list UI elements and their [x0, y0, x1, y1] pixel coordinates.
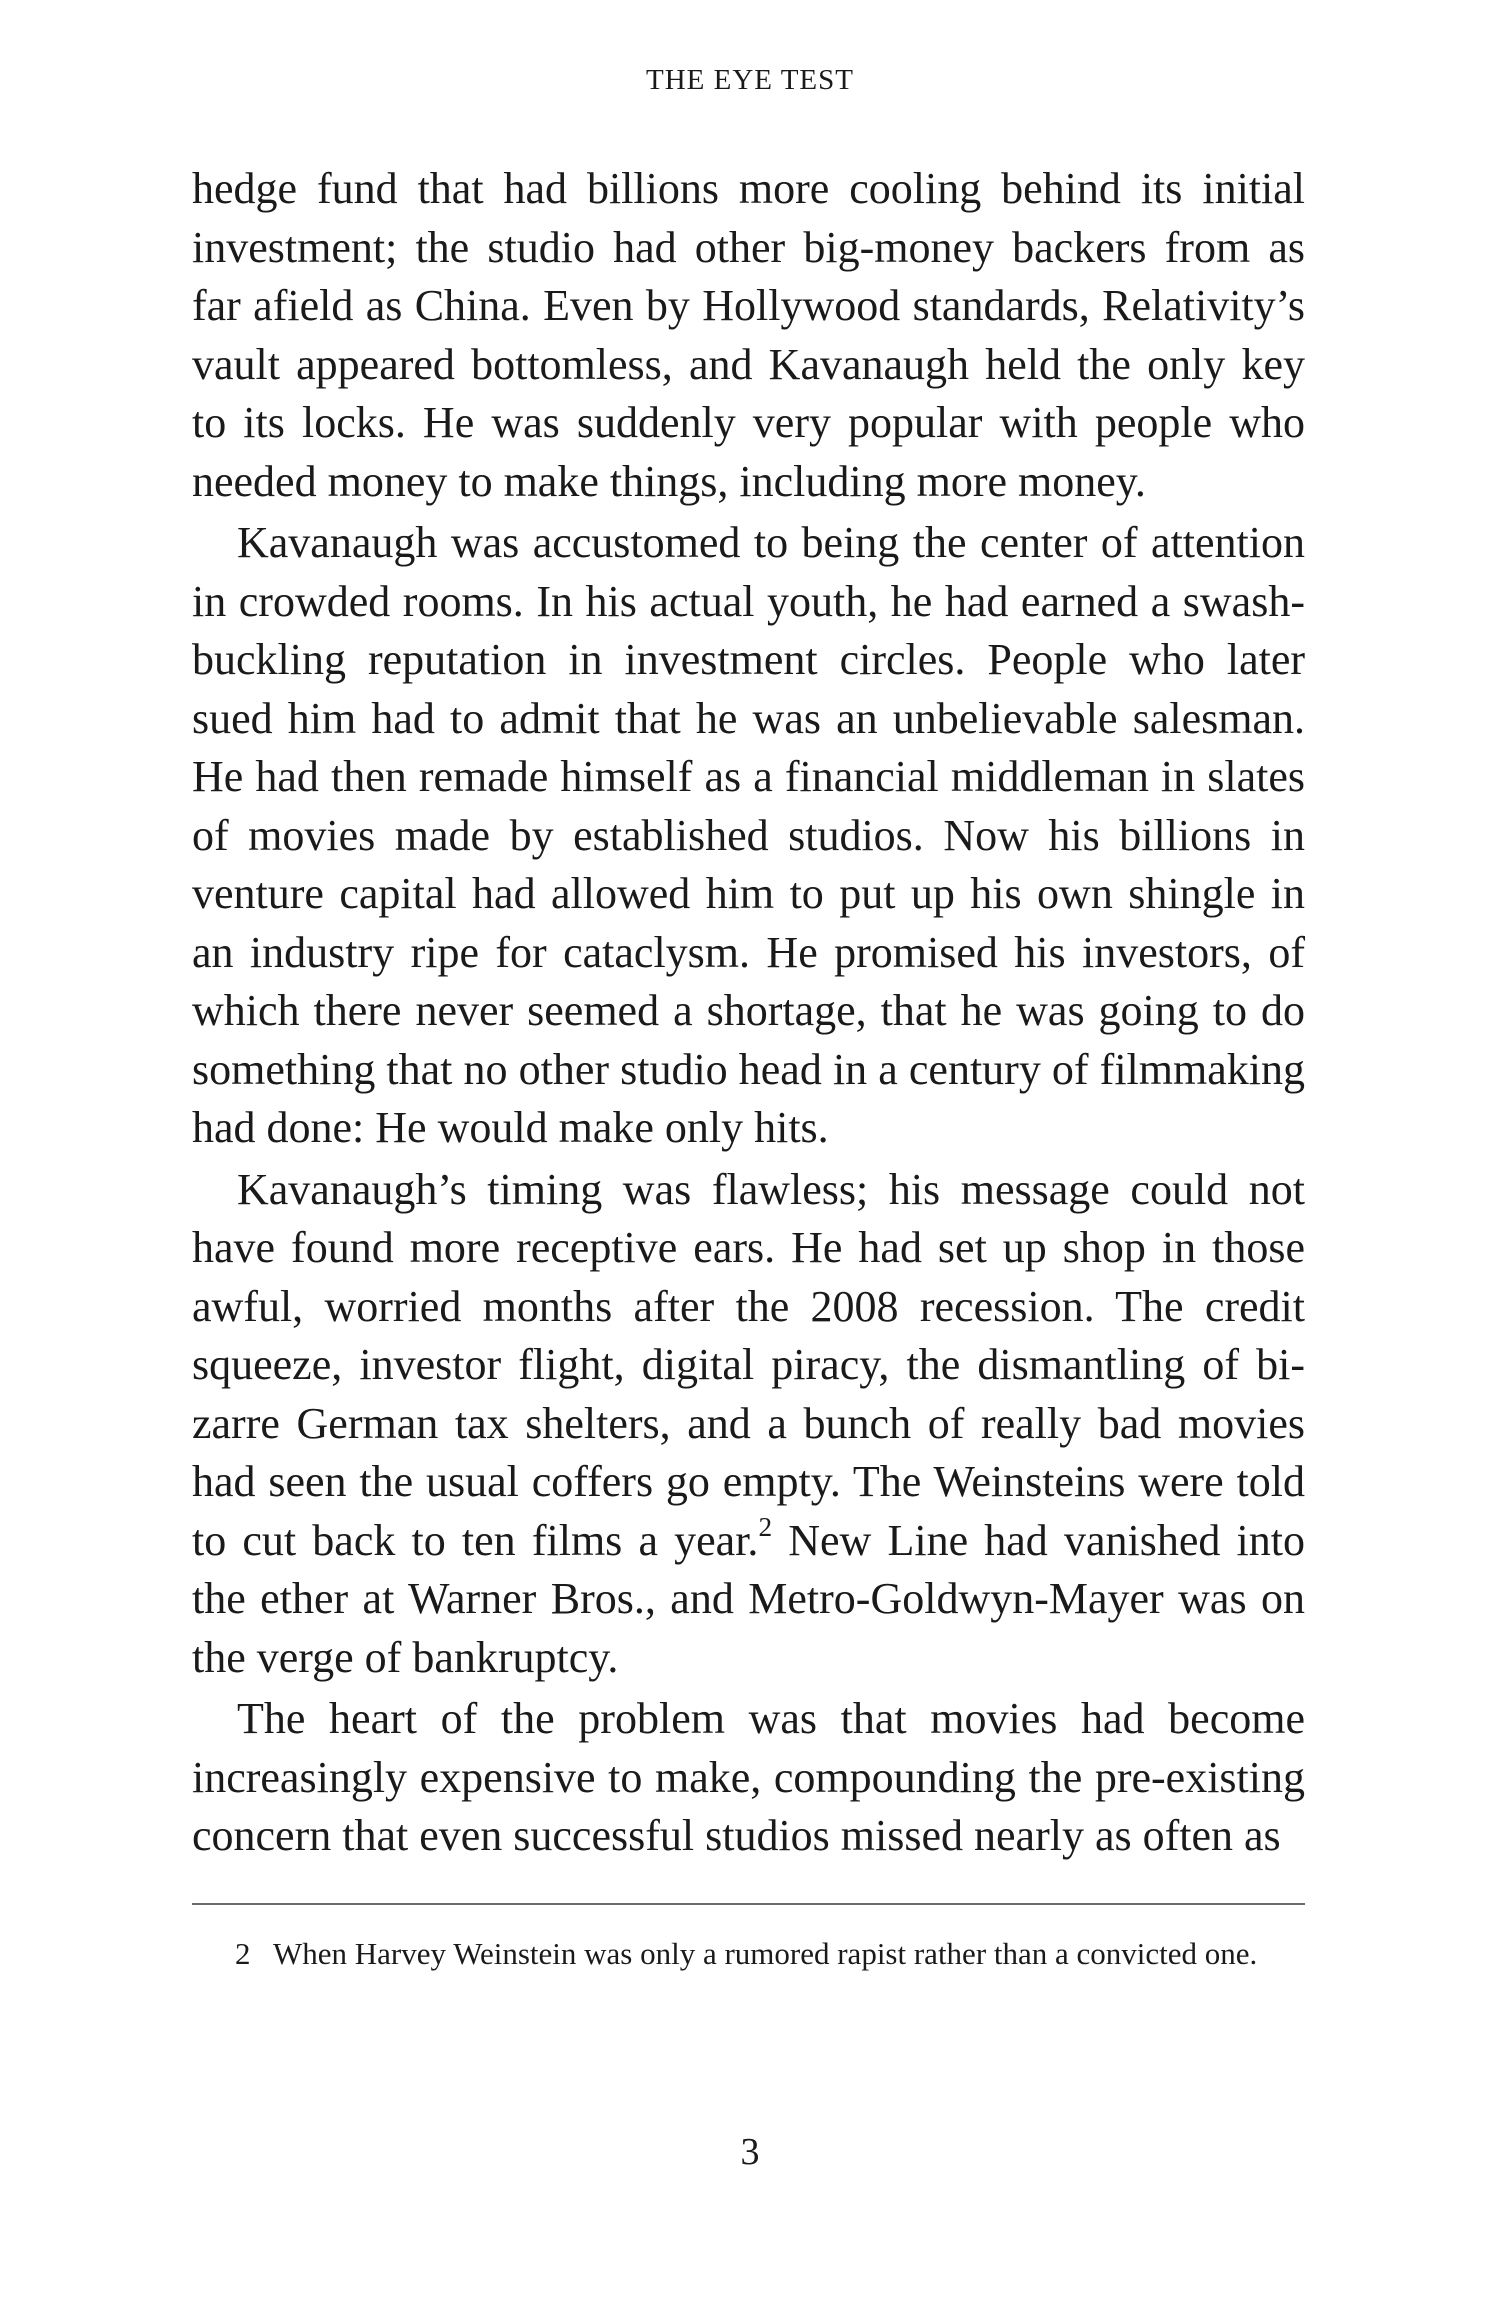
paragraph-3-text-before: Kavanaugh’s timing was flawless; his message could not have found more receptive ears. He had set up shop in those awful, worried months after the 2008 recession. The credit squeeze, investor flight, digital piracy, the dismantling of bizarre German tax shelters, and a bunch of really bad movies had seen the usual coffers go empty. The Weinsteins were told to cut back to ten films a year.	[192, 1164, 1305, 1565]
paragraph-3-text-after: New Line had vanished into the ether at Warner Bros., and Metro-Goldwyn-Mayer was on the verge of bankruptcy.	[192, 1515, 1305, 1682]
running-head: THE EYE TEST	[646, 64, 854, 96]
paragraph-1: hedge fund that had billions more cooling behind its initial investment; the studio had other big-money backers from as far afield as China. Even by Hollywood standards, Relativity’s vault appeared bottomless, and Kavanaugh held the only key to its locks. He was suddenly very popular with people who needed money to make things, including more money.	[192, 164, 1305, 506]
footnote-number: 2	[235, 1936, 251, 1971]
body-text	[192, 160, 1305, 1869]
footnote-text: When Harvey Weinstein was only a rumored rapist rather than a convicted one.	[273, 1936, 1258, 1971]
page-number: 3	[740, 2131, 760, 2173]
footnote-divider	[192, 1903, 1305, 1905]
paragraph-3	[192, 1161, 1305, 1688]
paragraph-2: Kavanaugh was accustomed to being the center of attention in crowded rooms. In his actual youth, he had earned a swashbuckling reputation in investment circles. People who later sued him had to admit that he was an unbelievable salesman. He had then remade himself as a financial middleman in slates of movies made by established studios. Now his billions in venture capital had allowed him to put up his own shingle in an industry ripe for cataclysm. He promised his investors, of which there never seemed a shortage, that he was going to do something that no other studio head in a century of filmmaking had done: He would make only hits.	[192, 518, 1305, 1152]
footnote	[235, 1935, 1305, 1973]
footnote-reference[interactable]: 2	[758, 1511, 773, 1542]
paragraph-4: The heart of the problem was that movies had become increasingly expensive to make, compounding the pre-existing concern that even successful studios missed nearly as often as	[192, 1694, 1305, 1860]
